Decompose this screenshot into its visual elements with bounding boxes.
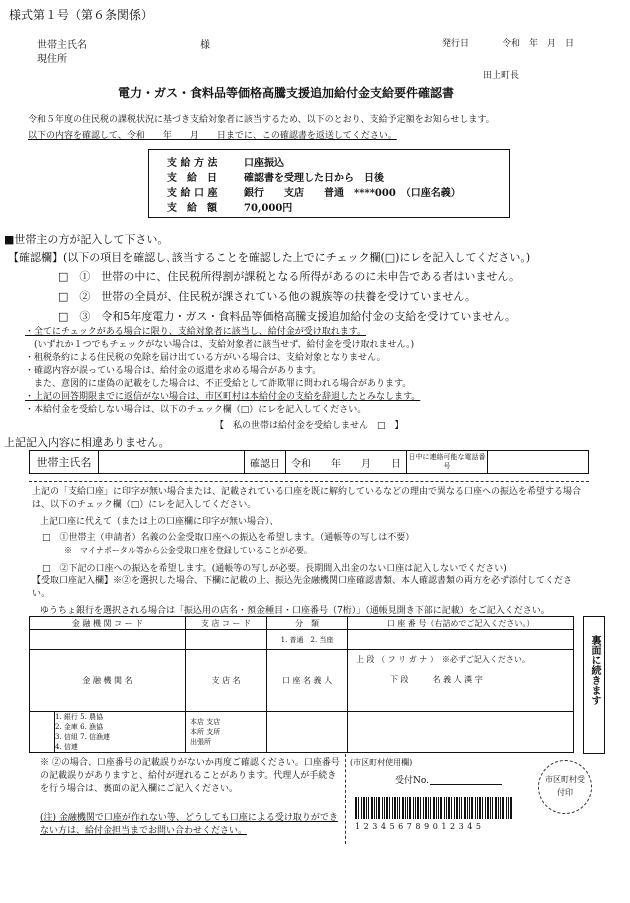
holder-blank[interactable] [267,712,348,753]
barcode-bar [430,797,431,819]
address-label: 現住所 [37,54,67,65]
bank-type-option: 4. 信連 [55,743,78,751]
barcode-bar [374,797,375,819]
barcode [355,797,513,819]
branch-type-option: 出張所 [190,738,212,746]
barcode-bar [366,797,367,819]
bank-type-option: 2. 金庫 6. 漁協 [55,723,104,731]
bank-type-option: 1. 銀行 5. 農協 [55,713,104,721]
confirm-date-field[interactable]: 令和 年 月 日 [286,451,407,474]
agree-text: 上記記入内容に相違ありません。 [4,436,170,449]
confirm-item-3[interactable]: □ ③ 令和5年度電力・ガス・食料品等価格高騰支援追加給付金の支給を受けていません。 [58,310,517,323]
document-title: 電力・ガス・食料品等価格高騰支援追加給付金支給要件確認書 [118,86,455,100]
barcode-bar [446,797,447,819]
footer-note-1: ※ ②の場合、口座番号の記載誤りがないか再度ご確認ください。口座番号の記載誤りがありますと、給付が遅れることがあります。代理人が手続きを行う場合は、裏面の記入欄にご記入ください。 [40,758,340,794]
upper-label: 上 段 （ フ リ ガ ナ ） ※必ずご記入ください。 [356,655,530,664]
barcode-bar [368,797,369,819]
barcode-bar [456,797,458,819]
householder-label: 世帯主氏名 [37,40,87,51]
barcode-bar [490,797,491,819]
yucho-note: ゆうちょ銀行を選択される場合は「振込用の店名・預金種目・口座番号（7桁）」（通帳見開き下部に記載）をご記入ください。 [40,606,550,616]
office-divider [345,754,346,844]
amount-label: 支 給 額 [167,203,217,214]
barcode-bar [438,797,439,819]
note-3: ・租税条約による住民税の免除を届け出ている方がいる場合は、支給対象となりません。 [25,353,386,363]
note-4: ・確認内容が誤っている場合は、給付金の返還を求める場合があります。 [25,366,322,376]
side-note: 裏面に続きます [589,635,600,705]
barcode-bar [454,797,455,819]
barcode-bar [495,797,497,819]
barcode-bar [382,797,383,819]
holder-field[interactable] [348,650,574,712]
barcode-bar [378,797,380,819]
branch-type-option: 本店 支店 [190,718,221,726]
barcode-bar [384,797,385,819]
barcode-bar [477,797,478,819]
barcode-bar [479,797,481,819]
barcode-bar [407,797,408,819]
barcode-bar [440,797,442,819]
side-note-box [583,616,605,754]
payment-box [148,149,510,218]
barcode-bar [502,797,504,819]
issue-date-label: 発行日 [442,39,470,49]
barcode-bar [394,797,396,819]
type-options[interactable]: 1. 普通 2. 当座 [267,630,348,650]
note-1: ・全てにチェックがある場合に限り、支給対象者に該当し、給付金が受け取れます。 [25,327,367,337]
note-7: ・本給付金を受給しない場合は、以下のチェック欄（□）にレを記入してください。 [25,405,367,415]
barcode-bar [389,797,390,819]
barcode-bar [420,797,421,819]
barcode-bar [459,797,460,819]
confirm-date-label: 確認日 [245,451,286,474]
barcode-bar [469,797,470,819]
section-heading: ■世帯主の方が記入して下さい。 [4,233,169,246]
lower-label: 下 段 名 義 人 漢 字 [390,675,483,684]
barcode-bar [444,797,445,819]
householder-name-label: 世帯主氏名 [30,451,99,474]
intro-line-2: 以下の内容を確認して、令和 年 月 日までに、この確認書を返送してください。 [28,131,397,141]
barcode-bar [475,797,476,819]
barcode-bar [376,797,377,819]
barcode-bar [371,797,373,819]
method-label: 支 給 方 法 [167,158,218,169]
issuer: 田上町長 [483,71,520,81]
barcode-bar [482,797,483,819]
type-header: 分 類 [267,617,348,630]
account-label: 支 給 口 座 [167,188,218,199]
barcode-bar [405,797,406,819]
barcode-bar [471,797,473,819]
barcode-bar [397,797,398,819]
change-sub: 上記口座に代えて（または上の口座欄に印字が無い場合）、 [40,517,279,527]
barcode-bar [436,797,437,819]
barcode-bar [448,797,450,819]
barcode-bar [506,797,507,819]
date-value: 確認書を受理した日から 日後 [244,173,384,184]
barcode-bar [413,797,414,819]
branch-type-list [186,712,267,753]
bank-code-header: 金 融 機 関 コ ー ド [30,617,186,630]
confirm-item-1[interactable]: □ ① 世帯の中に、住民税所得割が課税となる所得があるのに未申告である者はいません。 [58,270,521,283]
divider [29,481,589,482]
intro-line-1: 令和５年度の住民税の課税状況に基づき支給対象者に該当するため、以下のとおり、支給予定額をお知らせします。 [28,115,495,125]
barcode-bar [355,797,357,819]
decline-checkbox[interactable]: 【 私の世帯は給付金を受給しません □ 】 [215,421,404,431]
option-1-note: ※ マイナポータル等から公金受取口座を登録していることが必要。 [64,546,312,555]
bank-type-list [55,712,186,753]
option-2-checkbox[interactable]: □ ②下記の口座への振込を希望します。(通帳等の写しが必要。長期間入出金のない口座は記入しないでください) [42,564,507,574]
barcode-bar [464,797,466,819]
barcode-bar [492,797,493,819]
sign-table [29,450,589,474]
change-paragraph: 上記の「支給口座」に印字が無い場合または、記載されている口座を既に解約しているなどの理由で異なる口座への振込を希望する場合は、以下のチェック欄（□）にレを記入してください。 [32,487,582,510]
stamp-label: 市区町村受付印 [545,775,585,797]
barcode-bar [498,797,499,819]
branch-type-option: 本所 支所 [190,728,221,736]
bank-name-field[interactable] [30,712,55,753]
barcode-bar [392,797,393,819]
householder-name-field[interactable] [99,451,245,474]
barcode-bar [510,797,512,819]
note-5: また、意図的に虚偽の記載をした場合は、不正受給として詐欺罪に問われる場合があります。 [25,379,412,389]
footer-note-2: (注) 金融機関で口座が作れない等、どうしても口座による受け取りができない方は、給付金担当までお問い合わせください。 [40,813,338,836]
barcode-bar [425,797,427,819]
barcode-bar [386,797,388,819]
barcode-bar [508,797,509,819]
honorific: 様 [200,40,210,51]
barcode-bar [417,797,419,819]
barcode-bar [399,797,400,819]
account-number-header: 口 座 番 号（右詰めでご記入ください。） [348,617,574,630]
phone-label: 日中に連絡可能な電話番号 [407,451,488,474]
account-number-field[interactable] [348,630,574,650]
receipt-no-label: 受付No. [395,776,429,786]
barcode-bar [358,797,359,819]
barcode-bar [451,797,452,819]
branch-code-header: 支 店 コ ー ド [186,617,267,630]
bank-type-option: 3. 信組 7. 信漁連 [55,733,111,741]
amount-value: 70,000円 [244,203,293,214]
barcode-bar [423,797,424,819]
barcode-bar [461,797,462,819]
holder-header: 口 座 名 義 人 [267,650,348,712]
bank-table [29,616,574,753]
form-number: 様式第１号（第６条関係） [9,8,154,22]
bank-name-header: 金 融 機 関 名 [30,650,186,712]
office-use-label: (市区町村使用欄) [350,758,413,767]
confirm-instruction: 【確認欄】(以下の項目を確認し､該当することを確認した上でにチェック欄(□)にレを記入してください。) [8,251,531,264]
phone-field[interactable] [488,451,589,474]
branch-code-field[interactable] [186,630,267,650]
kanji-field[interactable] [348,712,574,753]
barcode-bar [467,797,468,819]
barcode-bar [402,797,404,819]
barcode-bar [415,797,416,819]
barcode-digits: 1 2 3 4 5 6 7 8 9 0 1 2 3 4 5 [355,822,482,831]
bank-code-field[interactable] [30,630,186,650]
date-label: 支 給 日 [167,173,217,184]
receipt-stamp-circle [538,760,592,814]
option-1-checkbox[interactable]: □ ①世帯主（申請者）名義の公金受取口座への振込を希望します。（通帳等の写しは不要） [42,533,415,543]
barcode-bar [363,797,365,819]
barcode-bar [361,797,362,819]
account-value: 銀行 支店 普通 ****000 （口座名義） [244,188,461,199]
barcode-bar [485,797,486,819]
receive-note: 【受取口座記入欄】※②を選択した場合、下欄に記載の上、振込先金融機関口座確認書類、本人確認書類の両方を必ず添付してください。 [32,576,573,599]
branch-name-header: 支 店 名 [186,650,267,712]
note-6: ・上記の回答期限までに返信がない場合は、市区町村は本給付金の支給を辞退したとみなします。 [25,392,421,402]
barcode-bar [409,797,411,819]
confirm-item-2[interactable]: □ ② 世帯の全員が、住民税が課されている他の親族等の扶養を受けていません。 [58,290,477,303]
barcode-bar [500,797,501,819]
receipt-no-field[interactable] [430,784,502,785]
barcode-bar [428,797,429,819]
issue-date-value: 令和 年 月 日 [502,39,575,49]
method-value: 口座振込 [244,158,284,169]
barcode-bar [433,797,435,819]
note-2: (いずれか１つでもチェックがない場合は、支給対象者に該当せず、給付金を受け取れません。) [25,340,415,350]
barcode-bar [487,797,489,819]
